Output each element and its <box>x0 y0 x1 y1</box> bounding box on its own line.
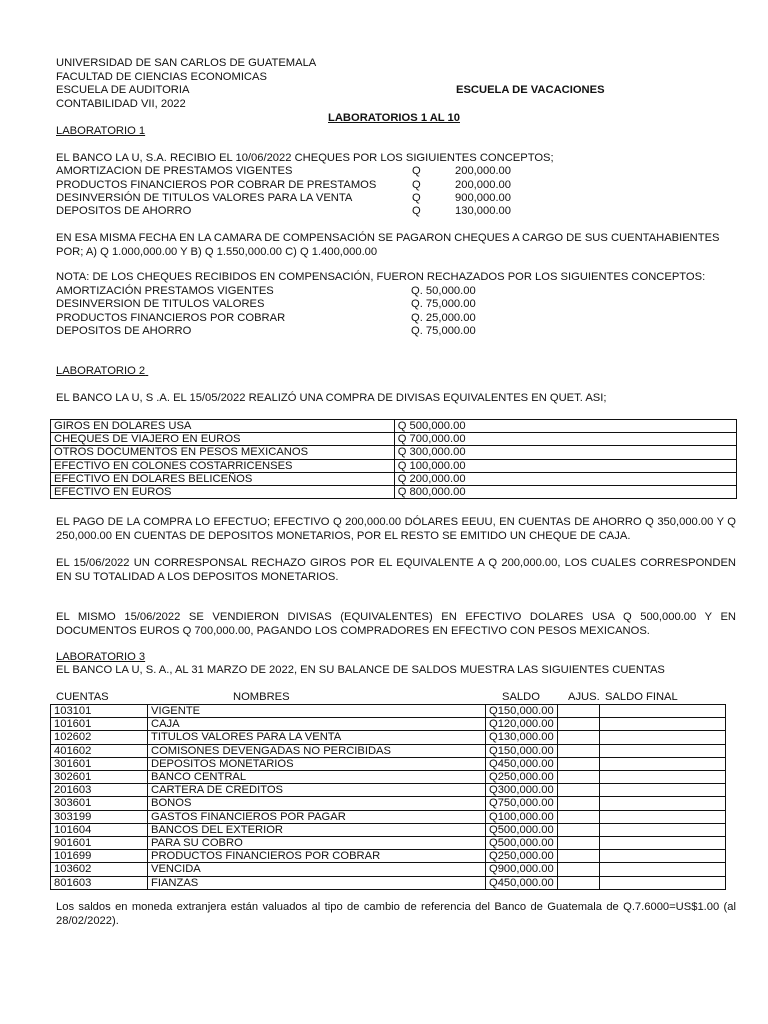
table-row: 103602 VENCIDA Q900,000.00 <box>51 863 726 876</box>
program-name: ESCUELA DE VACACIONES <box>456 84 605 96</box>
table-row: 801603 FIANZAS Q450,000.00 <box>51 876 726 889</box>
table-row: CHEQUES DE VIAJERO EN EUROS Q 700,000.00 <box>51 433 737 446</box>
table-row: 103101 VIGENTE Q150,000.00 <box>51 705 726 718</box>
table-row: OTROS DOCUMENTOS EN PESOS MEXICANOS Q 300,000.00 <box>51 446 737 459</box>
lab1-heading: LABORATORIO 1 <box>56 125 146 137</box>
lab3-heading: LABORATORIO 3 <box>56 651 146 663</box>
lab1-rejected-item: DESINVERSION DE TITULOS VALORES Q. 75,000.00 <box>56 298 476 310</box>
document-title: LABORATORIOS 1 AL 10 <box>328 112 460 124</box>
lab2-heading: LABORATORIO 2 <box>56 365 146 377</box>
school-name: ESCUELA DE AUDITORIA <box>56 84 190 96</box>
faculty-name: FACULTAD DE CIENCIAS ECONOMICAS <box>56 71 267 83</box>
table-row: 901601 PARA SU COBRO Q500,000.00 <box>51 837 726 850</box>
column-header-saldo-final: SALDO FINAL <box>605 691 678 703</box>
lab1-item: AMORTIZACION DE PRESTAMOS VIGENTES Q 200,000.00 <box>56 165 511 177</box>
lab2-paragraph-rejection: EL 15/06/2022 UN CORRESPONSAL RECHAZO GIROS POR EL EQUIVALENTE A Q 200,000.00, LOS CUALES CORRESPONDEN EN SU TOTALIDAD A LOS DEPOSITOS MONETARIOS. <box>56 557 736 583</box>
table-row: GIROS EN DOLARES USA Q 500,000.00 <box>51 420 737 433</box>
lab3-intro: EL BANCO LA U, S. A., AL 31 MARZO DE 2022, EN SU BALANCE DE SALDOS MUESTRA LAS SIGUIENTES CUENTAS <box>56 664 665 676</box>
lab1-rejected-item: DEPOSITOS DE AHORRO Q. 75,000.00 <box>56 325 476 337</box>
lab2-currency-table <box>50 419 737 499</box>
table-row: 201603 CARTERA DE CREDITOS Q300,000.00 <box>51 784 726 797</box>
table-row: EFECTIVO EN COLONES COSTARRICENSES Q 100,000.00 <box>51 459 737 472</box>
lab2-paragraph-payment: EL PAGO DE LA COMPRA LO EFECTUO; EFECTIVO Q 200,000.00 DÓLARES EEUU, EN CUENTAS DE AHORRO Q 350,000.00 Y Q 250,000.00 EN CUENTAS DE DEPOSITOS MONETARIOS, POR EL RESTO SE EMITIDO UN CHEQUE DE CAJA. <box>56 516 736 542</box>
course-name: CONTABILIDAD VII, 2022 <box>56 98 186 110</box>
column-header-nombres: NOMBRES <box>233 691 290 703</box>
table-row: 303601 BONOS Q750,000.00 <box>51 797 726 810</box>
table-row: EFECTIVO EN EUROS Q 800,000.00 <box>51 486 737 499</box>
lab1-note: NOTA: DE LOS CHEQUES RECIBIDOS EN COMPENSACIÓN, FUERON RECHAZADOS POR LOS SIGUIENTES CONCEPTOS: <box>56 271 706 283</box>
lab1-rejected-item: PRODUCTOS FINANCIEROS POR COBRAR Q. 25,000.00 <box>56 312 476 324</box>
lab2-paragraph-sale: EL MISMO 15/06/2022 SE VENDIERON DIVISAS (EQUIVALENTES) EN EFECTIVO DOLARES USA Q 500,000.00 Y EN DOCUMENTOS EUROS Q 700,000.00, PAGANDO LOS COMPRADORES EN EFECTIVO CON PESOS MEXICANOS. <box>56 611 736 637</box>
table-row: 401602 COMISONES DEVENGADAS NO PERCIBIDAS Q150,000.00 <box>51 744 726 757</box>
lab3-balance-table <box>50 704 726 890</box>
column-header-saldo: SALDO <box>502 691 540 703</box>
table-row: 101601 CAJA Q120,000.00 <box>51 718 726 731</box>
column-header-ajus: AJUS. <box>568 691 600 703</box>
lab1-paragraph-payments: EN ESA MISMA FECHA EN LA CAMARA DE COMPENSACIÓN SE PAGARON CHEQUES A CARGO DE SUS CUENTAHABIENTES POR; A) Q 1.000,000.00 Y B) Q 1.550,000.00 C) Q 1.400,000.00 <box>56 232 720 258</box>
lab2-intro: EL BANCO LA U, S .A. EL 15/05/2022 REALIZÓ UNA COMPRA DE DIVISAS EQUIVALENTES EN QUET. ASI; <box>56 392 607 404</box>
lab1-item: PRODUCTOS FINANCIEROS POR COBRAR DE PRESTAMOS Q 200,000.00 <box>56 179 511 191</box>
table-row: 101604 BANCOS DEL EXTERIOR Q500,000.00 <box>51 823 726 836</box>
lab1-item: DESINVERSIÓN DE TITULOS VALORES PARA LA VENTA Q 900,000.00 <box>56 192 511 204</box>
table-row: 102602 TITULOS VALORES PARA LA VENTA Q130,000.00 <box>51 731 726 744</box>
column-header-cuentas: CUENTAS <box>56 691 109 703</box>
table-row: 303199 GASTOS FINANCIEROS POR PAGAR Q100,000.00 <box>51 810 726 823</box>
lab3-footnote: Los saldos en moneda extranjera están valuados al tipo de cambio de referencia del Banco de Guatemala de Q.7.6000=US$1.00 (al 28/02/2022). <box>56 901 736 927</box>
lab1-rejected-item: AMORTIZACIÓN PRESTAMOS VIGENTES Q. 50,000.00 <box>56 285 476 297</box>
university-name: UNIVERSIDAD DE SAN CARLOS DE GUATEMALA <box>56 57 317 69</box>
lab1-intro: EL BANCO LA U, S.A. RECIBIO EL 10/06/2022 CHEQUES POR LOS SIGIUIENTES CONCEPTOS; <box>56 152 554 164</box>
table-row: EFECTIVO EN DOLARES BELICEÑOS Q 200,000.00 <box>51 472 737 485</box>
table-row: 301601 DEPOSITOS MONETARIOS Q450,000.00 <box>51 757 726 770</box>
table-row: 101699 PRODUCTOS FINANCIEROS POR COBRAR Q250,000.00 <box>51 850 726 863</box>
table-row: 302601 BANCO CENTRAL Q250,000.00 <box>51 771 726 784</box>
lab1-item: DEPOSITOS DE AHORRO Q 130,000.00 <box>56 205 511 217</box>
